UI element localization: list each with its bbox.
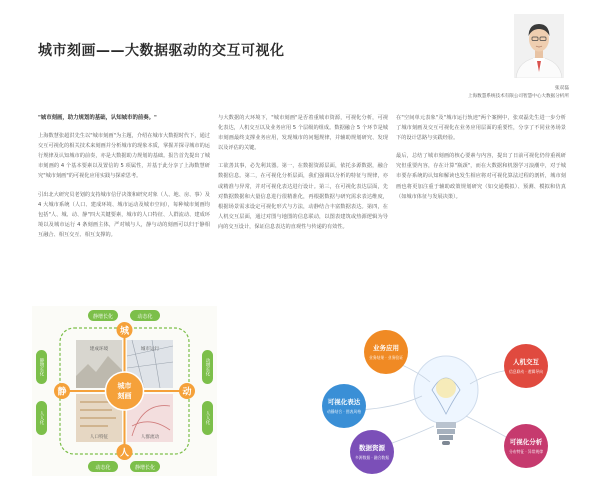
pill-top-right-label: 动态化 xyxy=(137,314,153,320)
article-paragraph: 在"空间单元表象"及"城市运行轨迹"两个案例中，张双磊先生进一步分析了城市刻画及交互可视化在业务应用层面的重要性，分享了不同业务场景下的设计思路与实践经验。 xyxy=(396,115,566,142)
axis-node-right-label: 动 xyxy=(182,387,192,398)
article-lead-quote: "城市刻画，助力规划的基础，认知城市的前奏。" xyxy=(38,115,157,121)
quadrant-label-bl: 人口特征 xyxy=(89,435,109,440)
axis-node-left-label: 静 xyxy=(57,387,67,398)
side-left-top-label: 静增长化 xyxy=(39,358,44,376)
article-paragraph: 上海数慧张超洪先生以"城市刻画"为主题，介绍在城市大数据时代下，通过交互可视化的相关技术来刻画并分析城市的现象本质，掌握并探寻城市的运行规律及认知城市的前奏，亦是大数据助力规划的基础。报告首先提出了城市刻画的 4 个基本要素以及置信的 5 项属性，并基于此分享了上海数慧研究"城市刻画"的可视化应用实践与探索思考。 xyxy=(38,133,210,180)
side-right-bottom-label: 人人化 xyxy=(205,411,210,425)
side-left-bottom-label: 人人化 xyxy=(39,411,44,425)
node-business-title: 业务应用 xyxy=(373,344,399,352)
pill-bottom-left-label: 动态化 xyxy=(95,465,111,471)
article-column-2 xyxy=(218,113,388,240)
article-paragraph: 与大数据的大环境下，"城市刻画"是否着重城市资源，可视化分析，可视化表达，人机交互以及业务应用 5 个层级的组成。数据融合 5 个环节是城市刻画最终支撑业务应用，发现城市的问题规律，并辅助规划研究、发现以及评估的关键。 xyxy=(218,115,388,152)
node-visual-analysis-title: 可视化分析 xyxy=(509,438,543,446)
quadrant-label-br: 人群流动 xyxy=(140,435,160,440)
center-node-line1: 城市 xyxy=(117,382,132,390)
node-visual-expr-sub: 动静结合 · 图表风格 xyxy=(327,409,361,414)
article-column-1 xyxy=(38,113,210,248)
node-data-title: 数据资源 xyxy=(359,444,385,452)
center-node-line2: 刻画 xyxy=(117,392,132,400)
node-interaction-title: 人机交互 xyxy=(513,358,539,366)
page-title: 城市刻画——大数据驱动的交互可视化 xyxy=(38,43,285,59)
pill-bottom-right-label: 静增长化 xyxy=(134,465,156,471)
node-business-application xyxy=(364,330,408,374)
article-column-3 xyxy=(396,113,566,210)
axis-node-top-label: 城 xyxy=(119,326,130,337)
article-paragraph: 引出北大研究员老划的支持城市信仔决策和研究对象（人、地、房、事）及 4 大城市系统（人口、建成环境、城市运动及城市空间），每种城市刻画均包括"人、城、动、静"四大关键要素，城市的人口特征、人群流动、建成环境以及城市运行 4 条刻画主体，严对城与人，静与动的刻画可以归于静相互融合、相互交互、相互支撑的。 xyxy=(38,191,210,238)
author-portrait xyxy=(514,14,564,78)
city-portrayal-diagram xyxy=(32,306,217,476)
node-data-sub: 多源数据 · 融合数据 xyxy=(355,455,389,460)
node-visual-expression xyxy=(322,384,366,428)
article-paragraph: 最后，总结了城市刻画的核心要素与内容，提出了日前可视化仍待重视研究但重要内容，存在计算"瓶颈"，而在大数据和机器学习浪潮中，对于城市要存系统的认知和解读也发生相应将对可视化算法过程的剖析，城市刻画也将更加注重于辅助政策规划研究（如交通模拟）、预测、模拟和仿真（如城市体征与发展决策）。 xyxy=(396,153,566,200)
node-visual-expr-title: 可视化表达 xyxy=(327,398,361,406)
five-elements-diagram xyxy=(286,330,586,478)
pill-top-left-label: 静增长化 xyxy=(92,314,114,320)
center-node xyxy=(106,372,144,410)
node-visual-analysis-sub: 分布特征 · 异常规律 xyxy=(509,449,543,454)
node-visual-analysis xyxy=(504,424,548,468)
article-paragraph: 工欲善其事，必先利其器。第一，在数据资源层面，依托多源数据，融合数据信息。第二，在可视化分析层面，我们强调以分析的特征与规律，亦或精准与异常，并对可视化表达进行设计。第三，在可视化表达层面，先对数据数据和大量信息进行很精准化，再根据数据与研究需求表达维度，根据场景需求设定可视化形式与方法，动静结合丰富数据表达。第四，在人机交互层面，通过对图与地图的信息联动，以图表建筑或热源逻辑为导向的交互设计，保证信息表达的直观性与传递的有效性。 xyxy=(218,163,388,230)
node-interaction-sub: 信息联动 · 逻辑导向 xyxy=(509,369,543,374)
node-data-resource xyxy=(350,430,394,474)
author-block xyxy=(0,85,600,101)
node-human-interaction xyxy=(504,344,548,388)
side-right-top-label: 动增长化 xyxy=(205,358,210,376)
node-business-sub: 业务结果 · 业务验证 xyxy=(369,355,403,360)
quadrant-label-tl: 建成环境 xyxy=(89,347,109,352)
quadrant-label-tr: 城市运行 xyxy=(140,347,160,352)
axis-node-bottom-label: 人 xyxy=(119,448,130,459)
author-portrait-image xyxy=(514,14,564,78)
author-name: 张双磊 xyxy=(554,86,569,91)
author-affiliation: 上海数慧系统技术有限公司智慧中心大数据分析所 xyxy=(467,94,569,99)
